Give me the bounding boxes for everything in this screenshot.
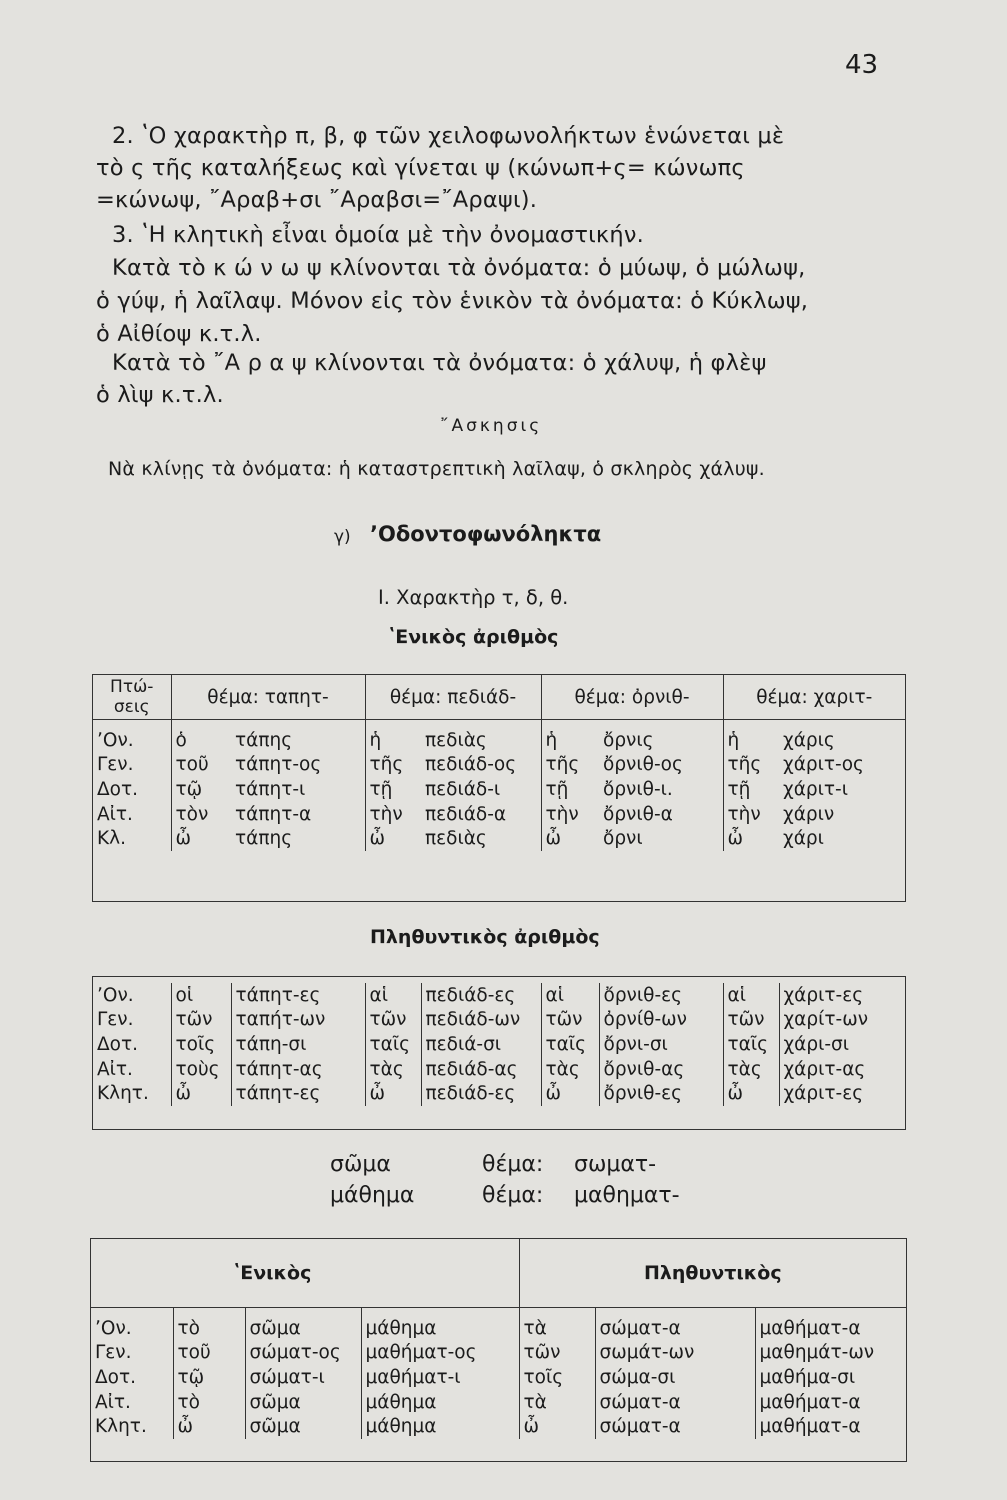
form: πεδιάδ-ων bbox=[421, 1008, 541, 1033]
form: σῶμα bbox=[245, 1390, 361, 1415]
form: μαθήματ-ος bbox=[361, 1341, 519, 1366]
form: πεδιάδ-ες bbox=[421, 983, 541, 1008]
form: τάπητ-α bbox=[235, 803, 312, 825]
form: τάπης bbox=[235, 828, 293, 850]
form: σῶμα bbox=[245, 1414, 361, 1439]
form: χάριτ-ες bbox=[779, 1081, 905, 1106]
rule-line: ὁ Αἰθίοψ κ.τ.λ. bbox=[96, 321, 262, 347]
case-label: ʼΟν. bbox=[95, 1317, 132, 1339]
form: σώματ-α bbox=[595, 1414, 755, 1439]
form: πεδιά-σι bbox=[421, 1032, 541, 1057]
article: αἱ bbox=[723, 983, 779, 1008]
rule-line: 2. ʽΟ χαρακτὴρ π, β, φ τῶν χειλοφωνολήκτων ἑνώνεται μὲ bbox=[112, 123, 785, 149]
case-label: Αἰτ. bbox=[97, 1058, 133, 1080]
article: τῶν bbox=[723, 1008, 779, 1033]
case-label: Γεν. bbox=[95, 1342, 132, 1364]
article: τὸ bbox=[173, 1316, 245, 1341]
neuter-declension-table bbox=[91, 1239, 906, 1439]
form: τάπητ-ας bbox=[231, 1057, 365, 1082]
form: πεδιάδ-ος bbox=[425, 754, 517, 776]
neuter-word: σῶμα bbox=[330, 1152, 391, 1177]
form: σωμάτ-ων bbox=[595, 1341, 755, 1366]
table-row bbox=[93, 826, 905, 851]
table-row bbox=[91, 1390, 906, 1415]
table-row bbox=[93, 1057, 905, 1082]
plural-declension-table bbox=[93, 983, 905, 1106]
form: χάρι-σι bbox=[779, 1032, 905, 1057]
case-label: Δοτ. bbox=[97, 1033, 138, 1055]
header-stem: θέμα: χαριτ- bbox=[723, 675, 905, 720]
rule-line: ὁ λὶψ κ.τ.λ. bbox=[96, 382, 224, 408]
form: σώμα-σι bbox=[595, 1365, 755, 1390]
rule-line: ὁ γύψ, ἡ λαῖλαψ. Μόνον εἰς τὸν ἑνικὸν τὰ ὀνόματα: ὁ Κύκλωψ, bbox=[96, 288, 809, 314]
form: χάριν bbox=[783, 803, 835, 825]
case-label: Κλητ. bbox=[95, 1416, 147, 1438]
header-cases: Πτώ-σεις bbox=[93, 675, 171, 720]
article: ὁ bbox=[171, 728, 231, 753]
article: τὴν bbox=[541, 802, 599, 827]
article: τὰ bbox=[519, 1316, 595, 1341]
section-title: ʼΟδοντοφωνόληκτα bbox=[370, 522, 602, 546]
table-row bbox=[93, 777, 905, 802]
article: ὦ bbox=[723, 826, 779, 851]
article: ταῖς bbox=[365, 1032, 421, 1057]
article: ὦ bbox=[173, 1414, 245, 1439]
article: ὦ bbox=[723, 1081, 779, 1106]
form: πεδιὰς bbox=[425, 828, 487, 850]
form: χάριτ-ας bbox=[779, 1057, 905, 1082]
case-label: Δοτ. bbox=[95, 1366, 136, 1388]
article: τὰς bbox=[365, 1057, 421, 1082]
case-label: Γεν. bbox=[97, 754, 134, 776]
article: ὦ bbox=[365, 1081, 421, 1106]
stem-label: θέμα: bbox=[482, 1183, 544, 1208]
form: σώματ-α bbox=[595, 1390, 755, 1415]
table-row bbox=[91, 1316, 906, 1341]
form: μαθήματ-α bbox=[755, 1316, 906, 1341]
neuter-singular-heading: ʽΕνικὸς bbox=[173, 1239, 519, 1308]
plural-heading: Πληθυντικὸς ἀριθμὸς bbox=[370, 926, 600, 948]
case-label: Αἰτ. bbox=[95, 1391, 131, 1413]
form: μαθημάτ-ων bbox=[755, 1341, 906, 1366]
form: χάρις bbox=[783, 729, 835, 751]
form: τάπης bbox=[235, 729, 293, 751]
rule-line: τὸ ς τῆς καταλήξεως καὶ γίνεται ψ (κώνωπ+ς= κώνωπς bbox=[96, 155, 745, 181]
article: τῆς bbox=[541, 753, 599, 778]
form: χάριτ-ι bbox=[783, 778, 848, 800]
form: χάριτ-ες bbox=[779, 983, 905, 1008]
exercise-title: ῎Ασκησις bbox=[440, 416, 543, 436]
form: ταπήτ-ων bbox=[231, 1008, 365, 1033]
form: πεδιὰς bbox=[425, 729, 487, 751]
form: μάθημα bbox=[361, 1414, 519, 1439]
article: τὴν bbox=[723, 802, 779, 827]
article: τοῖς bbox=[171, 1032, 231, 1057]
form: ὄρνιθ-ι. bbox=[603, 778, 673, 800]
form: πεδιάδ-α bbox=[425, 803, 507, 825]
table-row bbox=[91, 1365, 906, 1390]
case-label: Κλητ. bbox=[97, 1083, 149, 1105]
form: μαθήματ-ι bbox=[361, 1365, 519, 1390]
article: τῶν bbox=[365, 1008, 421, 1033]
article: τῆς bbox=[365, 753, 421, 778]
form: τάπη-σι bbox=[231, 1032, 365, 1057]
form: σώματ-ι bbox=[245, 1365, 361, 1390]
rule-line: Κατὰ τὸ ῎Α ρ α ψ κλίνονται τὰ ὀνόματα: ὁ χάλυψ, ἡ φλὲψ bbox=[112, 350, 767, 376]
article: τῶν bbox=[541, 1008, 599, 1033]
form: τάπητ-ες bbox=[231, 1081, 365, 1106]
form: μάθημα bbox=[361, 1316, 519, 1341]
form: ὄρνιθ-ας bbox=[599, 1057, 723, 1082]
form: ὄρνιθ-ες bbox=[599, 983, 723, 1008]
form: ὄρνιθ-ος bbox=[603, 754, 683, 776]
article: ὦ bbox=[171, 1081, 231, 1106]
form: ὄρνις bbox=[603, 729, 654, 751]
article: ταῖς bbox=[541, 1032, 599, 1057]
article: τῷ bbox=[171, 777, 231, 802]
article: τῶν bbox=[519, 1341, 595, 1366]
article: ταῖς bbox=[723, 1032, 779, 1057]
singular-heading: ʽΕνικὸς ἀριθμὸς bbox=[388, 626, 559, 648]
singular-declension-table bbox=[93, 675, 905, 851]
neuter-stem: σωματ- bbox=[574, 1152, 657, 1177]
article: τῇ bbox=[365, 777, 421, 802]
article: αἱ bbox=[541, 983, 599, 1008]
article: τὰ bbox=[519, 1390, 595, 1415]
form: πεδιάδ-ες bbox=[421, 1081, 541, 1106]
table-row bbox=[93, 1032, 905, 1057]
table-row bbox=[93, 753, 905, 778]
article: τοὺς bbox=[171, 1057, 231, 1082]
case-label: ʼΟν. bbox=[97, 729, 134, 751]
section-subtitle: Ι. Χαρακτὴρ τ, δ, θ. bbox=[378, 586, 569, 609]
table-row bbox=[93, 983, 905, 1008]
header-stem: θέμα: ὀρνιθ- bbox=[541, 675, 723, 720]
form: ὄρνιθ-ες bbox=[599, 1081, 723, 1106]
form: πεδιάδ-ι bbox=[425, 778, 501, 800]
rule-line: 3. ʽΗ κλητικὴ εἶναι ὁμοία μὲ τὴν ὀνομαστικήν. bbox=[112, 222, 644, 248]
section-prefix: γ) bbox=[334, 527, 351, 547]
form: σῶμα bbox=[245, 1316, 361, 1341]
form: τάπητ-ος bbox=[235, 754, 322, 776]
stem-label: θέμα: bbox=[482, 1152, 544, 1177]
form: τάπητ-ι bbox=[235, 778, 306, 800]
article: τοῦ bbox=[173, 1341, 245, 1366]
article: αἱ bbox=[365, 983, 421, 1008]
table-row bbox=[93, 1081, 905, 1106]
article: τὰς bbox=[723, 1057, 779, 1082]
article: ἡ bbox=[365, 728, 421, 753]
form: ὄρνιθ-α bbox=[603, 803, 673, 825]
table-row bbox=[91, 1414, 906, 1439]
exercise-text: Νὰ κλίνῃς τὰ ὀνόματα: ἡ καταστρεπτικὴ λαῖλαψ, ὁ σκληρὸς χάλυψ. bbox=[108, 458, 765, 480]
article: τὴν bbox=[365, 802, 421, 827]
case-label: Δοτ. bbox=[97, 778, 138, 800]
form: σώματ-α bbox=[595, 1316, 755, 1341]
form: τάπητ-ες bbox=[231, 983, 365, 1008]
article: τὸν bbox=[171, 802, 231, 827]
header-stem: θέμα: ταπητ- bbox=[171, 675, 365, 720]
article: τὰς bbox=[541, 1057, 599, 1082]
article: ὦ bbox=[171, 826, 231, 851]
form: χάρι bbox=[783, 828, 824, 850]
form: ὄρνι-σι bbox=[599, 1032, 723, 1057]
article: ὦ bbox=[519, 1414, 595, 1439]
form: ὀρνίθ-ων bbox=[599, 1008, 723, 1033]
form: σώματ-ος bbox=[245, 1341, 361, 1366]
neuter-stem: μαθηματ- bbox=[574, 1183, 680, 1208]
rule-line: =κώνωψ, ῎Αραβ+σι ῎Αραβσι=῎Αραψι). bbox=[96, 187, 538, 213]
form: χάριτ-ος bbox=[783, 754, 864, 776]
table-row bbox=[93, 728, 905, 753]
form: μαθήματ-α bbox=[755, 1414, 906, 1439]
rule-line: Κατὰ τὸ κ ώ ν ω ψ κλίνονται τὰ ὀνόματα: ὁ μύωψ, ὁ μώλωψ, bbox=[112, 255, 806, 281]
case-label: ʼΟν. bbox=[97, 984, 134, 1006]
header-stem: θέμα: πεδιάδ- bbox=[365, 675, 541, 720]
page-number: 43 bbox=[845, 50, 879, 80]
table-row bbox=[91, 1341, 906, 1366]
article: τὸ bbox=[173, 1390, 245, 1415]
article: τῇ bbox=[723, 777, 779, 802]
neuter-plural-heading: Πληθυντικὸς bbox=[519, 1239, 906, 1308]
article: τοῖς bbox=[519, 1365, 595, 1390]
table-row bbox=[93, 802, 905, 827]
article: τῆς bbox=[723, 753, 779, 778]
article: τοῦ bbox=[171, 753, 231, 778]
article: οἱ bbox=[171, 983, 231, 1008]
article: ὦ bbox=[541, 826, 599, 851]
article: τῇ bbox=[541, 777, 599, 802]
article: ὦ bbox=[541, 1081, 599, 1106]
article: ἡ bbox=[541, 728, 599, 753]
case-label: Κλ. bbox=[97, 828, 126, 850]
case-label: Αἰτ. bbox=[97, 803, 133, 825]
neuter-word: μάθημα bbox=[330, 1183, 415, 1208]
article: τῷ bbox=[173, 1365, 245, 1390]
article: ὦ bbox=[365, 826, 421, 851]
form: ὄρνι bbox=[603, 828, 643, 850]
form: μάθημα bbox=[361, 1390, 519, 1415]
article: τῶν bbox=[171, 1008, 231, 1033]
form: μαθήμα-σι bbox=[755, 1365, 906, 1390]
article: ἡ bbox=[723, 728, 779, 753]
form: μαθήματ-α bbox=[755, 1390, 906, 1415]
form: χαρίτ-ων bbox=[779, 1008, 905, 1033]
table-row bbox=[93, 1008, 905, 1033]
form: πεδιάδ-ας bbox=[421, 1057, 541, 1082]
case-label: Γεν. bbox=[97, 1009, 134, 1031]
